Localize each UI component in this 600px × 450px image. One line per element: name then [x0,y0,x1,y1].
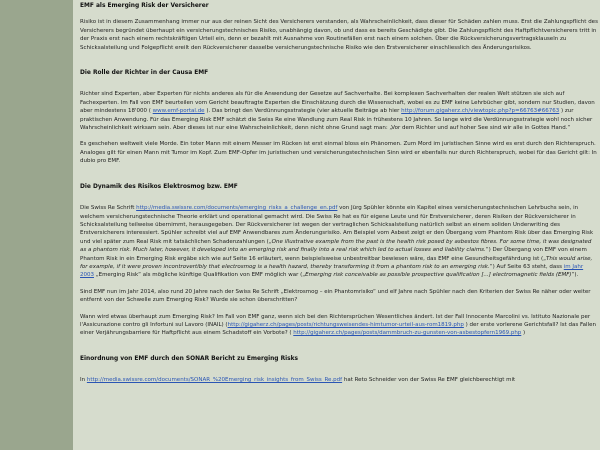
text-run: In [80,377,87,384]
text-run: ) [521,330,526,337]
text-run: ) zur praktischen Anwendung. Für das Emerging Risk EMF schätzt die Swiss Re eine Wandlung zum Real Risk in frühestens 10 Jahren. So lange wird die Verdünnungsstrategie wohl noch sicher Wahrscheinlichkeit wirksam sein. Aber dieses ist nur eine Wahrscheinlichkeit, denn nicht ohne Grund sagt man: „Vor dem Richter und auf hoher See sind wir alle in Gottes Hand.“ [80,108,593,132]
paragraph [80,90,598,132]
paragraph [80,313,598,338]
inline-link[interactable]: im Jahr 2003 [80,263,584,279]
text-run: “) Auf Seite 63 steht, dass [489,263,564,270]
text-run: Es geschehen weltweit viele Morde. Ein toter Mann mit einem Messer im Rücken ist erst einmal bloss ein Phänomen. Zum Mord im juristischen Sinne wird es erst durch den Richterspruch. Analoges gilt für einen Mann mit Tumor im Kopf. Zum EMF-Opfer im juristischen und versicherungstechnischen Sinn wird er ebenfalls nur durch Richterspruch, wobei für das Gericht gilt: In dubio pro EMF. [80,141,597,165]
text-run: “) Der Übergang von EMF von einem Phantom Risk in ein Emerging Risk ergäbe sich wie auf Seite 16 erläutert, wenn beispielsweise unbestreitbar bewiesen wäre, das EMF eine Gesundheitsgefährdung ist („ [80,247,587,262]
inline-link[interactable]: http://media.swissre.com/documents/SONAR_%20Emerging_risk_insights_from_Swiss_Re.pdf [86,377,343,384]
section-heading-richter: Die Rolle der Richter in der Causa EMF [80,70,209,77]
text-run: Richter sind Experten, aber Experten für nichts anderes als für die Anwendung der Gesetze auf Sachverhalte. Bei komplexen Sachverhalten der realen Welt stützen sie sich auf Fachexperten. Im Fall von EMF beurteilen vom Gericht beauftragte Experten die Einschätzung durch die Wissenschaft, wobei es zu EMF keine Lehrbücher gibt, sondern nur Studien, davon aber mindestens 18'000 ( [80,91,595,115]
quoted-excerpt: This would arise, for example, if it were proven incontrovertibly that electrosmog is a health hazard, thereby transforming it from a phantom risk to an emerging risk. [80,255,593,270]
inline-link[interactable]: www.emf-portal.de [152,108,205,115]
inline-link[interactable]: http://forum.gigaherz.ch/viewtopic.php?p=66763#66763 [401,108,560,115]
inline-link[interactable]: http://gigaherz.ch/pages/posts/richtungsweisendes-himtumor-urteil-aus-rom1819.php [227,321,464,328]
text-run: Risiko ist in diesem Zusammenhang immer nur aus der reinen Sicht des Versicherers verstanden, als Wahrscheinlichkeit, dass dieser für Schäden zahlen muss. Erst die Zahlungspflicht des Versicherers begründet überhaupt ein versicherungstechnisches Risiko, unabhängig davon, ob und dass es bereits Geschädigte gibt. Die Zahlungspflicht des Haftpflichtversicherers tritt in der Praxis erst nach einem rechtskräftigen Urteil ein, denn er bezahlt mit Ausnahme von Routinefällen erst nach einem solchen. Über die Rückversicherungsvertragsklauseln zu Schicksalsteilung und Folgepflicht ereilt den Rückversicherer dasselbe versicherungstechnische Risiko wie den Erstversicherer einschliesslich des Änderungsrisikos. [80,19,598,51]
paragraph [80,376,598,384]
text-run: Sind EMF nun im Jahr 2014, also rund 20 Jahre nach der Swiss Re Schrift „Elektrosmog – ein Phantomrisiko“ und elf Jahre nach Spühler nach den Kriterien der Swiss Re näher oder weiter entfernt von der Schwelle zum Emerging Risk? Wurde sie schon überschritten? [80,288,591,304]
inline-link[interactable]: http://gigaherz.ch/pages/posts/dammbruch-zu-gunsten-von-asbestopfern1969.php [293,330,522,337]
text-run: ) der erste vorlerene Gerichtsfall? Ist das Fallen einer Verjährungsbarriere für Haftpflicht aus einem Schadstoff ein Vorbote? ( [80,321,596,337]
text-run: von Jürg Spühler könnte ein Kapitel eines versicherungstechnischen Lehrbuchs sein, in welchem versicherungstechnische Theorie erklärt und operational gemacht wird. Die Swiss Re hat es für eigene Leute und für Erstversicherer, deren Risiken der Rückversicherer in Schicksalsteilung teilweise übernimmt, herausgegeben. Der Rückversicherer ist wegen der vertraglichen Schicksalsteilung natürlich selbst an einem soliden Underwriting des Erstversicherers interessiert. Spühler schreibt viel auf EMF Anwendbares zum Änderungsrisiko. Am Beispiel vom Asbest zeigt er den Übergang vom Phantom Risk über das Emerging Risk und viel später zum Real Risk mit tatsächlichen Schadenzahlungen („ [80,205,594,245]
section-heading-sonar: Einordnung von EMF durch den SONAR Bericht zu Emerging Risks [80,355,299,362]
section-heading-emerging-risk: EMF als Emerging Risk der Versicherer [80,3,209,9]
text-run: Wann wird etwas überhaupt zum Emerging Risk? Im Fall von EMF ganz, wenn sich bei den Richtersprüchen Wesentliches ändert. Ist der Fall Innocente Marcolini vs. Istituto Nazionale per l'Assicurazione contro gli Infortuni sul Lavoro (INAIL) ( [80,313,591,328]
quoted-excerpt: Emerging risk conceivable as possible prospective qualification [...] electromagnetic fields (EMF) [305,272,572,279]
paragraph [80,204,598,280]
paragraph [80,140,598,165]
text-run: hat Reto Schneider von der Swiss Re EMF gleichberechtigt mit [342,377,516,384]
article-page [73,0,600,450]
paragraph [80,18,598,52]
inline-link[interactable]: http://media.swissre.com/documents/emerging_risks_a_challenge_en.pdf [136,205,338,212]
quoted-excerpt: One illustrative example from the past is the health risk posed by asbestos fibres. For some time, it was designated as a phantom risk. Much later, however, it developed into an emerging risk and finally into a real risk which led to actual losses and liability claims. [80,238,592,254]
section-heading-dynamik: Die Dynamik des Risikos Elektrosmog bzw. EMF [80,183,238,190]
article-content [80,2,598,385]
text-run: „Emerging Risk“ als mögliche künftige Qualifikation von EMF möglich war („ [94,272,306,279]
text-run: Die Swiss Re Schrift [80,205,137,212]
text-run: “). [571,272,579,279]
paragraph [80,288,598,305]
text-run: ). Das bringt den Verdünnungsstrategie (vier aktuelle Beiträge ab hier [204,108,402,115]
